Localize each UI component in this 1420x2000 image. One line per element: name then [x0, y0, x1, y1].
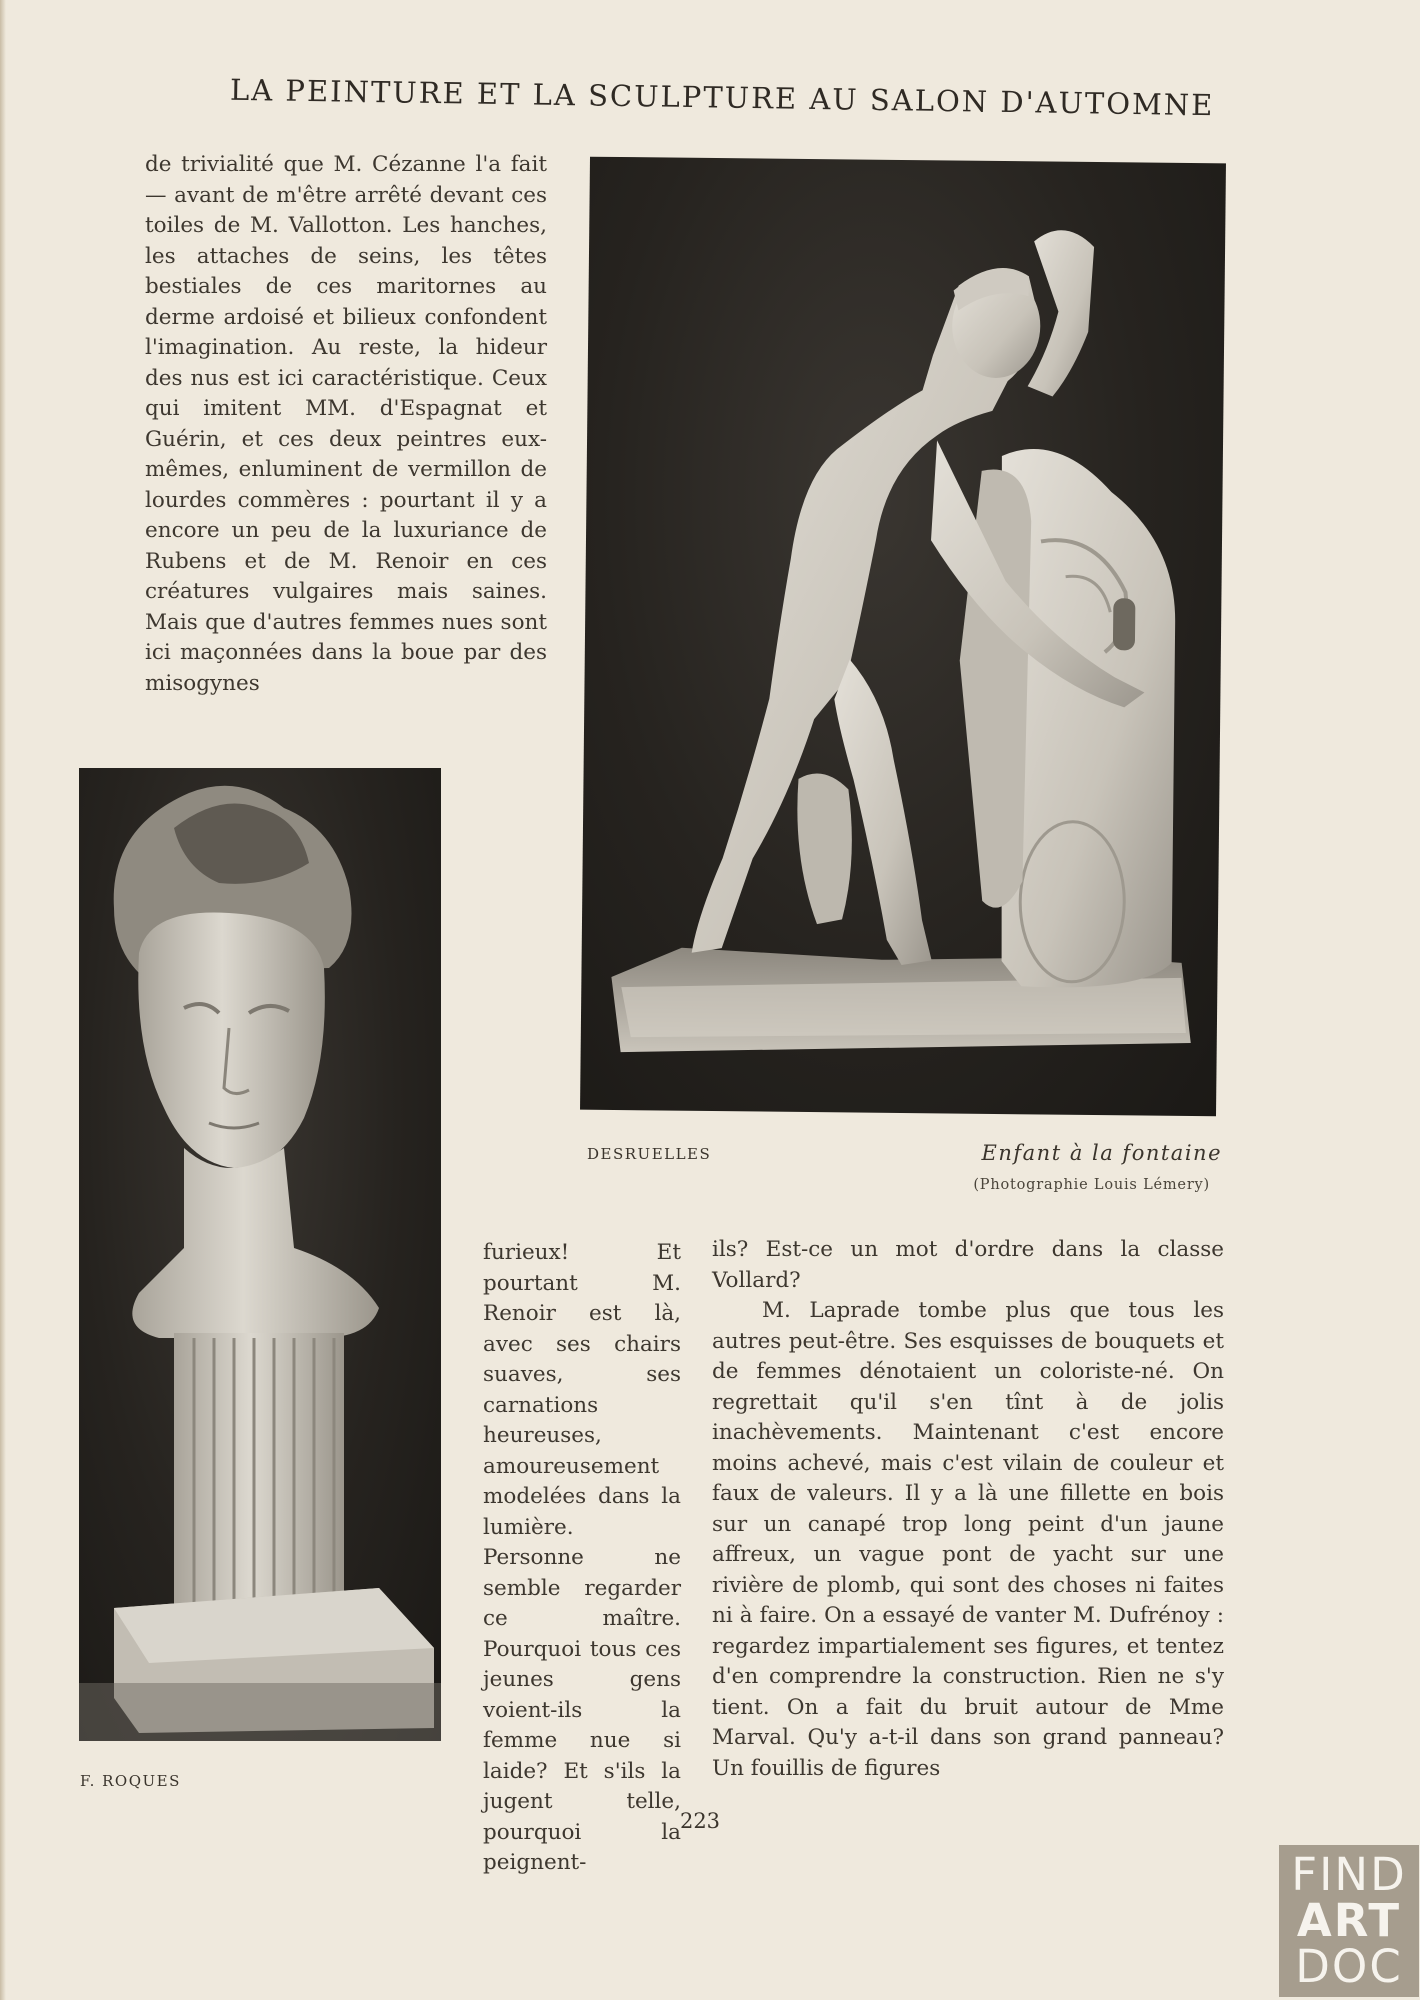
page-edge — [0, 0, 6, 2000]
caption-photo-credit: (Photographie Louis Lémery) — [973, 1177, 1210, 1193]
sculpture-enfant-illustration — [580, 157, 1226, 1117]
caption-artist-roques: F. ROQUES — [80, 1772, 181, 1790]
text-column-top — [145, 150, 547, 699]
watermark-line-2: ART — [1296, 1894, 1402, 1947]
page-number: 223 — [679, 1809, 721, 1833]
sculpture-photo-bust-roques — [79, 768, 441, 1741]
watermark-line-3: DOC — [1295, 1940, 1403, 1993]
caption-title-enfant-a-la-fontaine: Enfant à la fontaine — [981, 1141, 1222, 1165]
paragraph-top: de trivialité que M. Cézanne l'a fait — avant de m'être arrêté devant ces toiles de M. Vallotton. Les hanches, les attaches de seins, les têtes bestiales de ces maritornes au derme ardoisé et bilieux confondent l'imagination. Au reste, la hideur des nus est ici caractéristique. Ceux qui imitent MM. d'Espagnat et Guérin, et ces deux peintres eux-mêmes, enluminent de vermillon de lourdes commères : pourtant il y a encore un peu de la luxuriance de Rubens et de M. Renoir en ces créatures vulgaires mais saines. Mais que d'autres femmes nues sont ici maçonnées dans la boue par des misogynes — [145, 152, 547, 696]
paragraph-right-1: ils? Est-ce un mot d'ordre dans la classe Vollard? — [712, 1237, 1224, 1293]
sculpture-photo-enfant-a-la-fontaine — [580, 157, 1226, 1117]
findartdoc-watermark-logo — [1279, 1845, 1419, 1997]
text-column-right — [712, 1235, 1224, 1784]
running-head: LA PEINTURE ET LA SCULPTURE AU SALON D'AUTOMNE — [229, 72, 1215, 123]
text-column-middle — [483, 1238, 681, 1879]
paragraph-right-2: M. Laprade tombe plus que tous les autres peut-être. Ses esquisses de bouquets et de femmes dénotaient un coloriste-né. On regrettait qu'il s'en tînt à de jolis inachèvements. Maintenant c'est encore moins achevé, mais c'est vilain de couleur et faux de valeurs. Il y a là une fillette en bois sur un canapé trop long peint d'un jaune affreux, un vague pont de yacht sur une rivière de plomb, qui sont des choses ni faites ni à faire. On a essayé de vanter M. Dufrénoy : regardez impartialement ses figures, et tentez d'en comprendre la construction. Rien ne s'y tient. On a fait du bruit autour de Mme Marval. Qu'y a-t-il dans son grand panneau? Un fouillis de figures — [712, 1298, 1224, 1781]
paragraph-middle: furieux! Et pourtant M. Renoir est là, avec ses chairs suaves, ses carnations heureuses, amoureusement modelées dans la lumière. Personne ne semble regarder ce maître. Pourquoi tous ces jeunes gens voient-ils la femme nue si laide? Et s'ils la jugent telle, pourquoi la peignent- — [483, 1240, 681, 1875]
caption-artist-desruelles: DESRUELLES — [587, 1145, 712, 1163]
watermark-line-1: FIND — [1291, 1848, 1407, 1901]
bust-illustration — [79, 768, 441, 1741]
